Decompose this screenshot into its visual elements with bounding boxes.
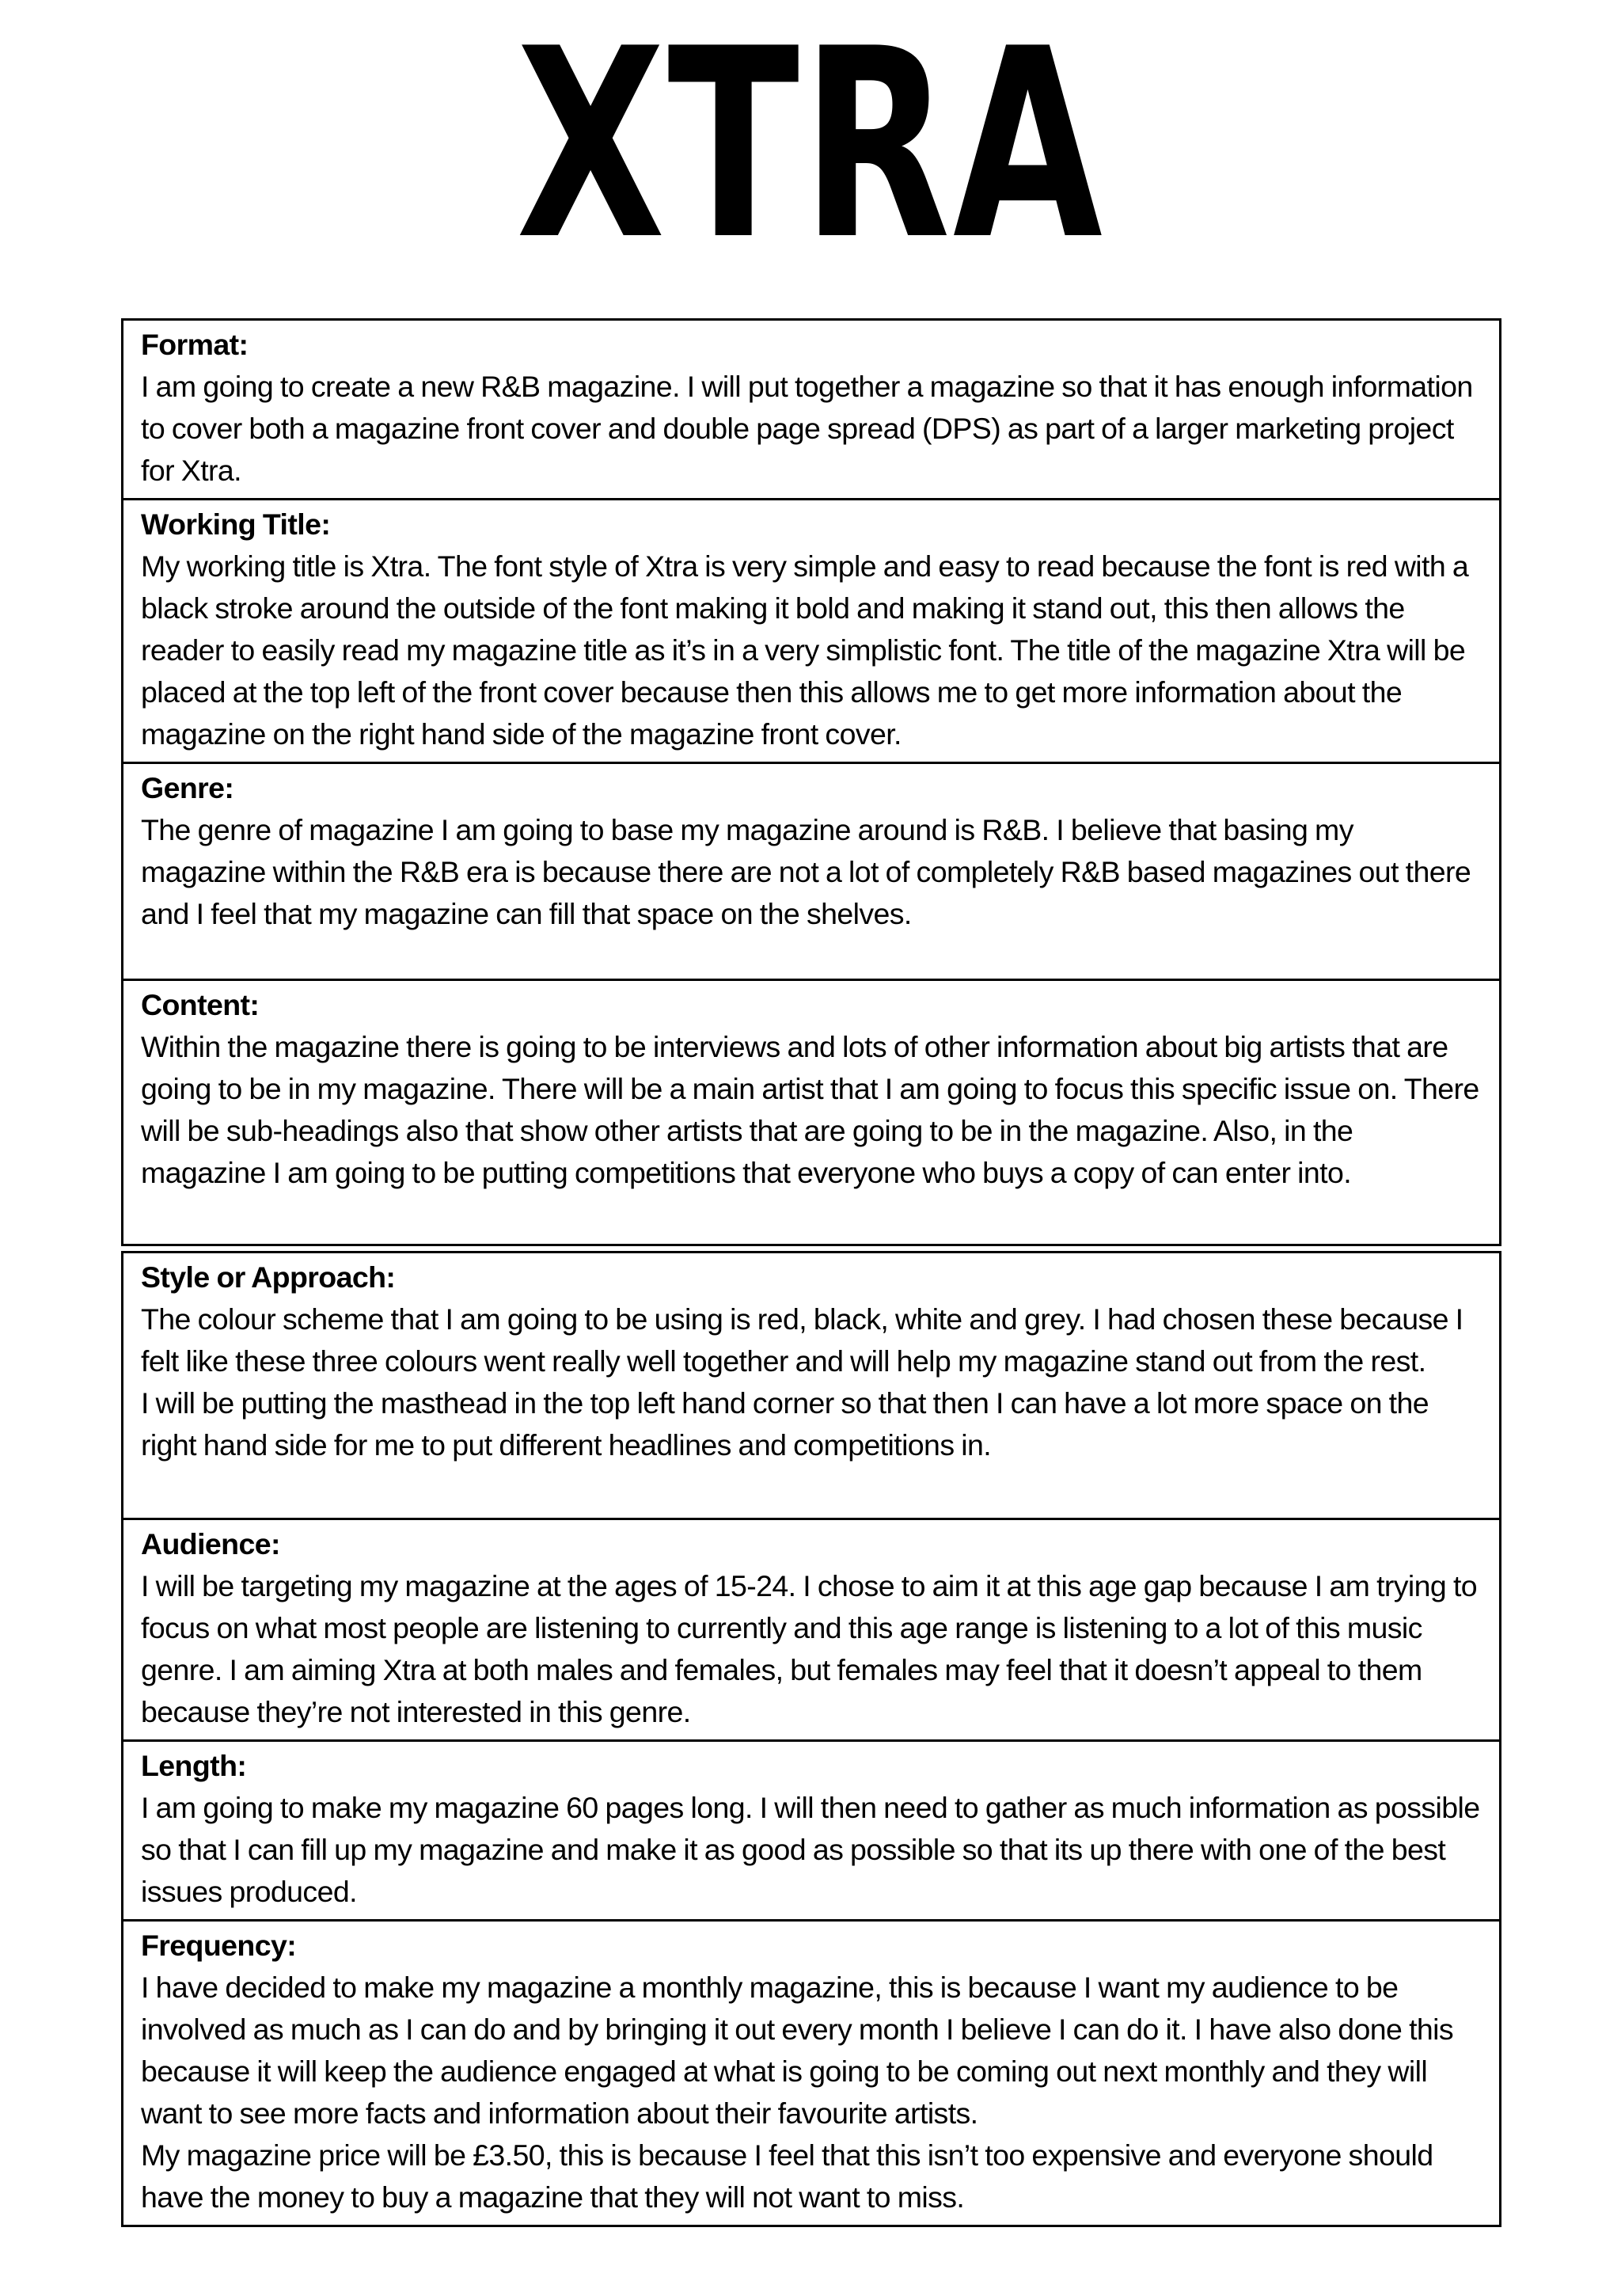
format-cell <box>123 320 1501 500</box>
table-row <box>123 1741 1501 1921</box>
style-approach-text-2: I will be putting the masthead in the top left hand corner so that then I can have a lot more space on the right hand side for me to put different headlines and competitions in. <box>141 1386 1429 1462</box>
plan-table-1 <box>121 318 1501 1246</box>
genre-heading: Genre: <box>141 771 234 804</box>
table-row <box>123 500 1501 763</box>
working-title-cell <box>123 500 1501 763</box>
content-cell <box>123 980 1501 1245</box>
audience-heading: Audience: <box>141 1527 280 1560</box>
table-row <box>123 1921 1501 2226</box>
frequency-cell <box>123 1921 1501 2226</box>
table-row <box>123 1519 1501 1741</box>
audience-text: I will be targeting my magazine at the ages of 15-24. I chose to aim it at this age gap because I am trying to focus on what most people are listening to currently and this age range is listening to a lot of this music genre. I am aiming Xtra at both males and females, but females may feel that it doesn’t appeal to them because they’re not interested in this genre. <box>141 1569 1478 1728</box>
style-approach-heading: Style or Approach: <box>141 1260 396 1294</box>
table-row <box>123 320 1501 500</box>
style-approach-text-1: The colour scheme that I am going to be using is red, black, white and grey. I had chosen these because I felt like these three colours went really well together and will help my magazine stand out from the rest. <box>141 1302 1463 1378</box>
working-title-heading: Working Title: <box>141 507 331 541</box>
style-approach-cell <box>123 1253 1501 1519</box>
format-heading: Format: <box>141 328 249 361</box>
frequency-text-2: My magazine price will be £3.50, this is because I feel that this isn’t too expensive and everyone should have the money to buy a magazine that they will not want to miss. <box>141 2138 1433 2214</box>
frequency-text-1: I have decided to make my magazine a monthly magazine, this is because I want my audience to be involved as much as I can do and by bringing it out every month I believe I can do it. I have also done this because it will keep the audience engaged at what is going to be coming out next monthly and they will want to see more facts and information about their favourite artists. <box>141 1971 1454 2130</box>
audience-cell <box>123 1519 1501 1741</box>
length-text: I am going to make my magazine 60 pages long. I will then need to gather as much information as possible so that I can fill up my magazine and make it as good as possible so that its up there with one of the best issues produced. <box>141 1791 1480 1908</box>
frequency-heading: Frequency: <box>141 1929 297 1962</box>
genre-text: The genre of magazine I am going to base my magazine around is R&B. I believe that basing my magazine within the R&B era is because there are not a lot of completely R&B based magazines out there and I feel that my magazine can fill that space on the shelves. <box>141 813 1471 930</box>
masthead-logo: XTRA <box>516 0 1105 297</box>
table-row <box>123 980 1501 1245</box>
plan-table-2 <box>121 1251 1501 2227</box>
content-heading: Content: <box>141 988 260 1021</box>
format-text: I am going to create a new R&B magazine. I will put together a magazine so that it has enough information to cover both a magazine front cover and double page spread (DPS) as part of a larger marketing project for Xtra. <box>141 370 1473 487</box>
length-cell <box>123 1741 1501 1921</box>
content-text: Within the magazine there is going to be interviews and lots of other information about big artists that are going to be in my magazine. There will be a main artist that I am going to focus this specific issue on. There will be sub-headings also that show other artists that are going to be in the magazine. Also, in the magazine I am going to be putting competitions that everyone who buys a copy of can enter into. <box>141 1030 1479 1189</box>
table-row <box>123 763 1501 980</box>
genre-cell <box>123 763 1501 980</box>
table-row <box>123 1253 1501 1519</box>
length-heading: Length: <box>141 1749 247 1782</box>
working-title-text: My working title is Xtra. The font style of Xtra is very simple and easy to read because the font is red with a black stroke around the outside of the font making it bold and making it stand out, this then allows the reader to easily read my magazine title as it’s in a very simplistic font. The title of the magazine Xtra will be placed at the top left of the front cover because then this allows me to get more information about the magazine on the right hand side of the magazine front cover. <box>141 549 1469 751</box>
